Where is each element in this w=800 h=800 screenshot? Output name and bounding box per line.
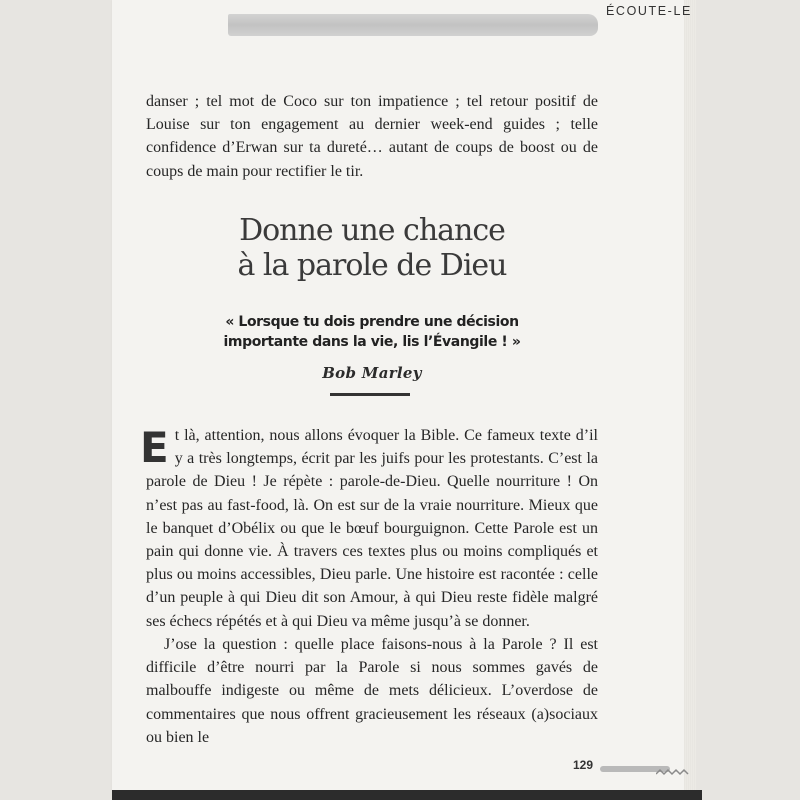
- page-number: 129: [573, 758, 594, 772]
- epigraph-quote: [146, 312, 598, 352]
- quote-author: Bob Marley: [322, 364, 422, 382]
- header-band: [228, 14, 598, 36]
- section-heading: [146, 213, 598, 283]
- section-label: ÉCOUTE-LE: [606, 4, 692, 18]
- intro-paragraph: danser ; tel mot de Coco sur ton impatience ; tel retour positif de Louise sur ton engagement au dernier week-end guides ; telle confidence d’Erwan sur ta dureté… autant de coups de boost ou de coups de main pour rectifier le tir.: [146, 93, 598, 180]
- heading-line-2: à la parole de Dieu: [237, 248, 507, 283]
- scan-shadow: [112, 790, 702, 800]
- footer-zigzag-ornament: [656, 768, 690, 776]
- heading-line-1: Donne une chance: [239, 213, 505, 248]
- page-edge: [684, 0, 696, 800]
- second-paragraph: J’ose la question : quelle place faisons-nous à la Parole ? Il est difficile d’être nourri par la Parole si nous sommes gavés de malbouffe indigeste ou même de mets délicieux. L’overdose de commentaires que nous offrent gracieusement les réseaux (a)sociaux ou bien le: [146, 636, 598, 746]
- quote-line-2: importante dans la vie, lis l’Évangile ! »: [223, 334, 521, 350]
- drop-cap: E: [140, 423, 169, 472]
- main-paragraph: [140, 423, 598, 633]
- quote-line-1: « Lorsque tu dois prendre une décision: [225, 314, 519, 330]
- author-underline: [330, 393, 410, 396]
- main-paragraph-text: t là, attention, nous allons évoquer la Bible. Ce fameux texte d’il y a très longtemps, écrit par les juifs pour les protestants. C’est la parole de Dieu ! Je répète : parole-de-Dieu. Quelle nourriture ! On n’est pas au fast-food, là. On est sur de la vraie nourriture. Mieux que le banquet d’Obélix ou que le bœuf bourguignon. Cette Parole est un pain qui donne vie. À travers ces textes plus ou moins compliqués et plus ou moins accessibles, Dieu parle. Une histoire est racontée : celle d’un peuple à qui Dieu dit son Amour, à qui Dieu reste fidèle malgré ses échecs répétés et à qui Dieu va même jusqu’à se donner.: [146, 427, 598, 630]
